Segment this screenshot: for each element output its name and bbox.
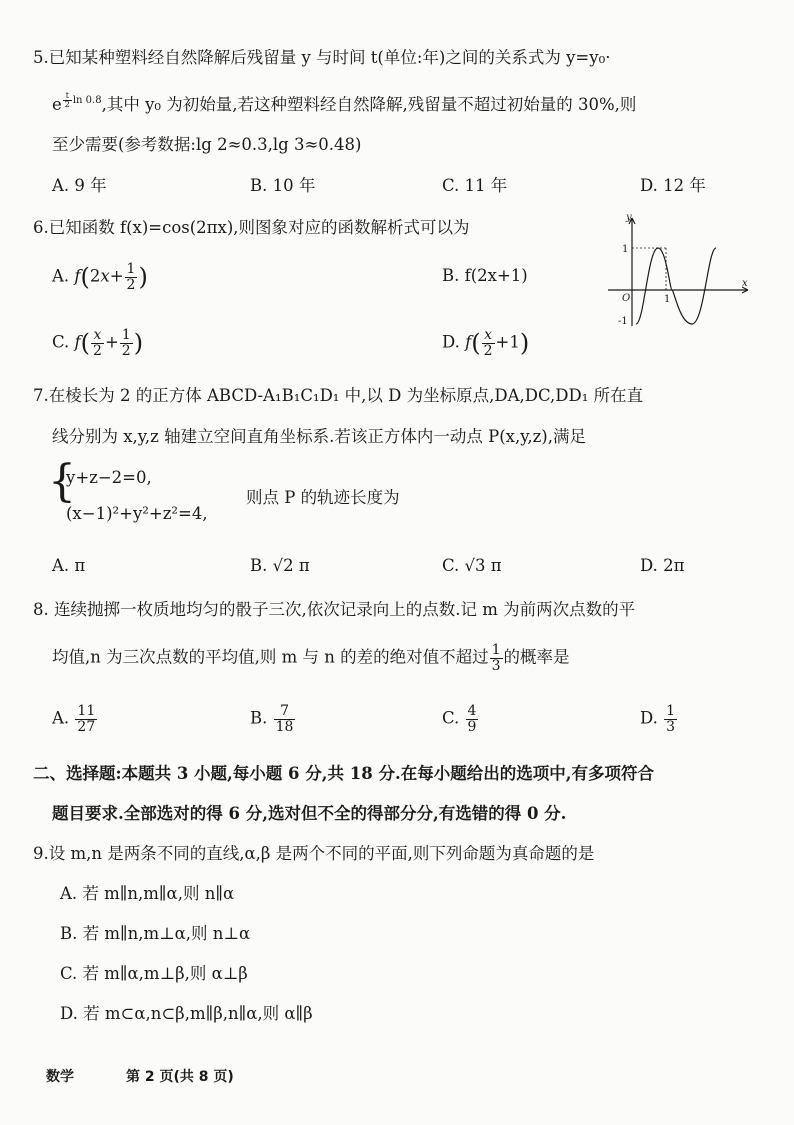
q5-option-c[interactable]: C. 11 年 <box>442 176 508 195</box>
q7-brace: { <box>48 456 76 507</box>
q5-option-b[interactable]: B. 10 年 <box>250 176 316 195</box>
q9-option-c[interactable]: C. 若 m∥α,m⊥β,则 α⊥β <box>60 964 248 983</box>
q7-option-b[interactable]: B. √2 π <box>250 556 310 575</box>
graph-origin: O <box>622 293 631 304</box>
graph-x-tick: 1 <box>664 294 671 305</box>
q6-option-d[interactable]: D. f( $\frac{x}{2}$ +1) <box>442 327 530 359</box>
q8-option-c[interactable]: C. $\frac{4}{9}$ <box>442 703 477 735</box>
q8-line1: 8. 连续抛掷一枚质地均匀的骰子三次,依次记录向上的点数.记 m 为前两次点数的平 <box>33 600 636 619</box>
q9-option-d[interactable]: D. 若 m⊂α,n⊂β,m∥β,n∥α,则 α∥β <box>60 1004 313 1023</box>
q7-system-eq1: y+z−2=0, <box>66 468 152 487</box>
footer-subject: 数学 <box>46 1069 74 1085</box>
q6-option-a[interactable]: A. f(2x+ $\frac{1}{2}$ ) <box>52 261 148 293</box>
q6-option-c[interactable]: C. f( $\frac{x}{2}$ + $\frac{1}{2}$ ) <box>52 327 144 359</box>
graph-tick-1: 1 <box>622 244 629 255</box>
graph-x-label: x <box>742 278 748 289</box>
q8-line2: 均值,n 为三次点数的平均值,则 m 与 n 的差的绝对值不超过 $\frac{1}{3}$ 的概率是 <box>52 642 570 674</box>
q7-system-tail: 则点 P 的轨迹长度为 <box>246 488 400 507</box>
q5-exp-base: e <box>52 94 62 114</box>
graph-y-label: y <box>626 212 632 223</box>
q7-line2: 线分别为 x,y,z 轴建立空间直角坐标系.若该正方体内一动点 P(x,y,z),满足 <box>52 427 586 446</box>
q7-line1: 7.在棱长为 2 的正方体 ABCD-A₁B₁C₁D₁ 中,以 D 为坐标原点,DA,DC,DD₁ 所在直 <box>33 386 644 405</box>
section2-heading-line1: 二、选择题:本题共 3 小题,每小题 6 分,共 18 分.在每小题给出的选项中,有多项符合 <box>33 764 654 783</box>
graph-tick-neg1: -1 <box>618 316 628 327</box>
q6-stem: 6.已知函数 f(x)=cos(2πx),则图象对应的函数解析式可以为 <box>33 218 470 237</box>
q8-option-b[interactable]: B. $\frac{7}{18}$ <box>250 703 294 735</box>
section2-heading-line2: 题目要求.全部选对的得 6 分,选对但不全的得部分分,有选错的得 0 分. <box>52 804 567 823</box>
q8-option-d[interactable]: D. $\frac{1}{3}$ <box>640 703 676 735</box>
q7-system-eq2: (x−1)²+y²+z²=4, <box>66 504 208 523</box>
footer-page-number: 第 2 页(共 8 页) <box>126 1069 234 1085</box>
q5-line2-text: ,其中 y₀ 为初始量,若这种塑料经自然降解,残留量不超过初始量的 30%,则 <box>101 94 637 114</box>
q7-option-c[interactable]: C. √3 π <box>442 556 502 575</box>
q7-option-d[interactable]: D. 2π <box>640 556 685 575</box>
q5-option-d[interactable]: D. 12 年 <box>640 176 706 195</box>
q5-option-a[interactable]: A. 9 年 <box>52 176 107 195</box>
q6-cosine-graph <box>600 208 760 333</box>
q5-line3: 至少需要(参考数据:lg 2≈0.3,lg 3≈0.48) <box>52 135 362 154</box>
q7-option-a[interactable]: A. π <box>52 556 86 575</box>
q5-line2: e $^{\frac{t}{2} ln 0.8}$,其中 y₀ 为初始量,若这种塑料经自然降解,残留量不超过初始量的 30%,则 <box>52 91 637 114</box>
wave-curve <box>636 248 716 324</box>
q9-option-a[interactable]: A. 若 m∥n,m∥α,则 n∥α <box>60 884 235 903</box>
q9-stem: 9.设 m,n 是两条不同的直线,α,β 是两个不同的平面,则下列命题为真命题的是 <box>33 844 595 863</box>
q8-option-a[interactable]: A. $\frac{11}{27}$ <box>52 703 96 735</box>
q6-option-b[interactable]: B. f(2x+1) <box>442 266 528 285</box>
q5-line1: 5.已知某种塑料经自然降解后残留量 y 与时间 t(单位:年)之间的关系式为 y=y₀· <box>33 48 611 67</box>
q9-option-b[interactable]: B. 若 m∥n,m⊥α,则 n⊥α <box>60 924 251 943</box>
